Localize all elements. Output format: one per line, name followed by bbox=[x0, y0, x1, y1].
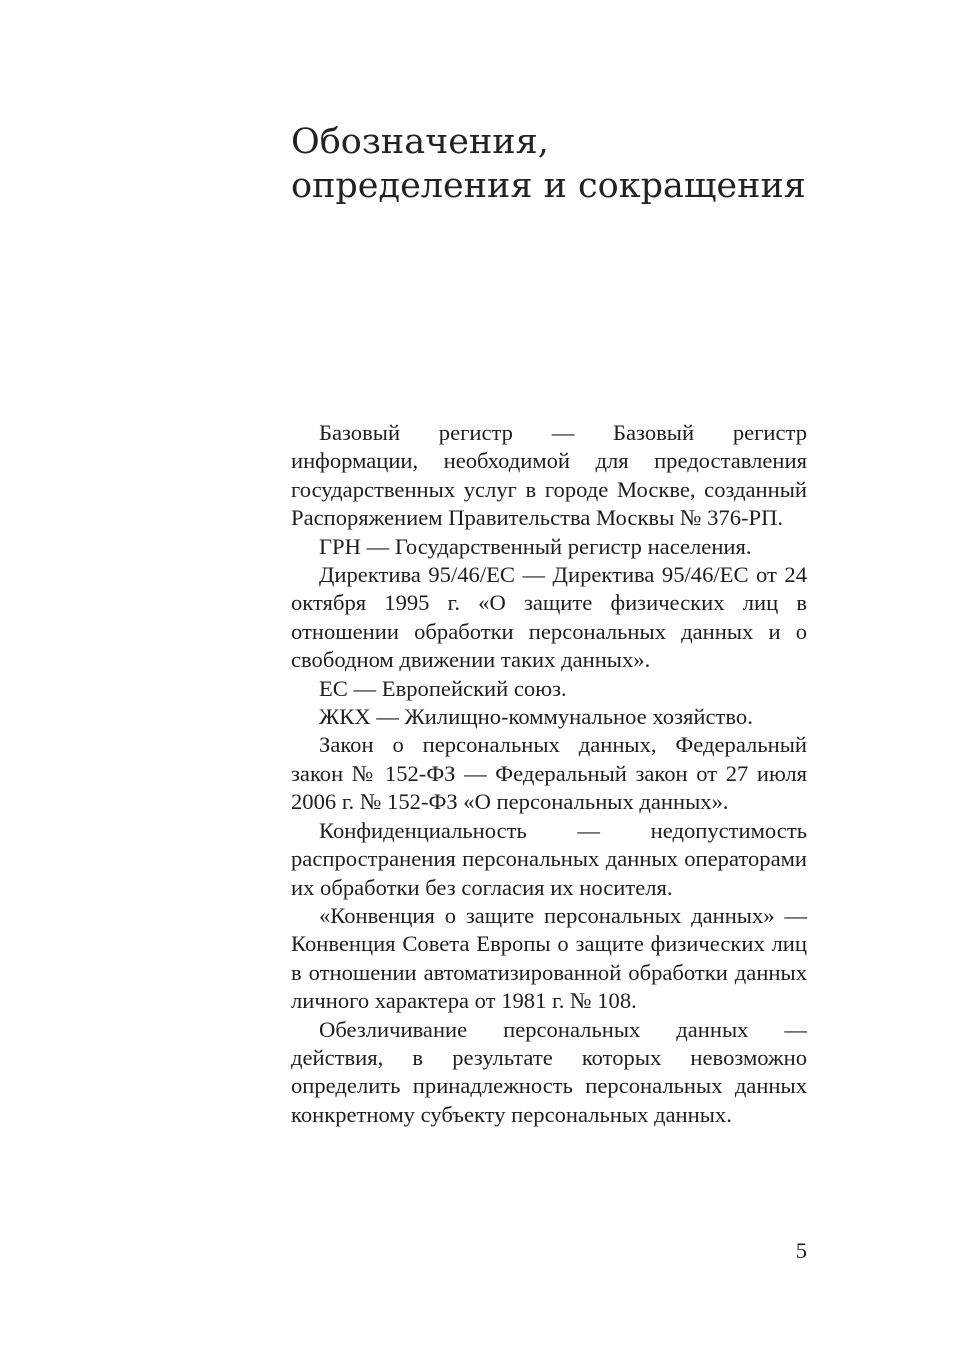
glossary-entry-zhkkh: ЖКХ — Жилищно-коммунальное хозяйство. bbox=[319, 704, 753, 730]
glossary-entry-personal-data-law: Закон о персональных данных, Федеральный закон № 152-ФЗ — Федеральный закон от 27 июля 2006 г. № 152-ФЗ «О персональных данных». bbox=[291, 732, 807, 815]
glossary-entry-eu: ЕС — Европейский союз. bbox=[319, 675, 567, 701]
chapter-title-line-2: определения и сокращения bbox=[291, 166, 806, 206]
glossary-entry-confidentiality: Конфиденциальность — недопустимость распространения персональных данных операторами их обработки без согласия их носителя. bbox=[291, 817, 807, 900]
glossary-list bbox=[291, 419, 807, 1129]
page-number: 5 bbox=[795, 1238, 807, 1263]
glossary-entry-grn: ГРН — Государственный регистр населения. bbox=[319, 533, 752, 559]
glossary-entry-directive: Директива 95/46/ЕС — Директива 95/46/ЕС от 24 октября 1995 г. «О защите физических лиц в отношении обработки персональных данных и о свободном движении таких данных». bbox=[291, 562, 807, 673]
glossary-entry-convention: «Конвенция о защите персональных данных» — Конвенция Совета Европы о защите физических лиц в отношении автоматизированной обработки данных личного характера от 1981 г. № 108. bbox=[291, 902, 807, 1014]
glossary-entry-base-register: Базовый регистр — Базовый регистр информации, необходимой для предоставления государственных услуг в городе Москве, созданный Распоряжением Правительства Москвы № 376-РП. bbox=[291, 420, 807, 531]
chapter-title bbox=[291, 120, 851, 208]
glossary-entry-depersonalization: Обезличивание персональных данных — действия, в результате которых невозможно определить принадлежность персональных данных конкретному субъекту персональных данных. bbox=[291, 1016, 807, 1127]
chapter-title-line-1: Обозначения, bbox=[291, 122, 549, 162]
